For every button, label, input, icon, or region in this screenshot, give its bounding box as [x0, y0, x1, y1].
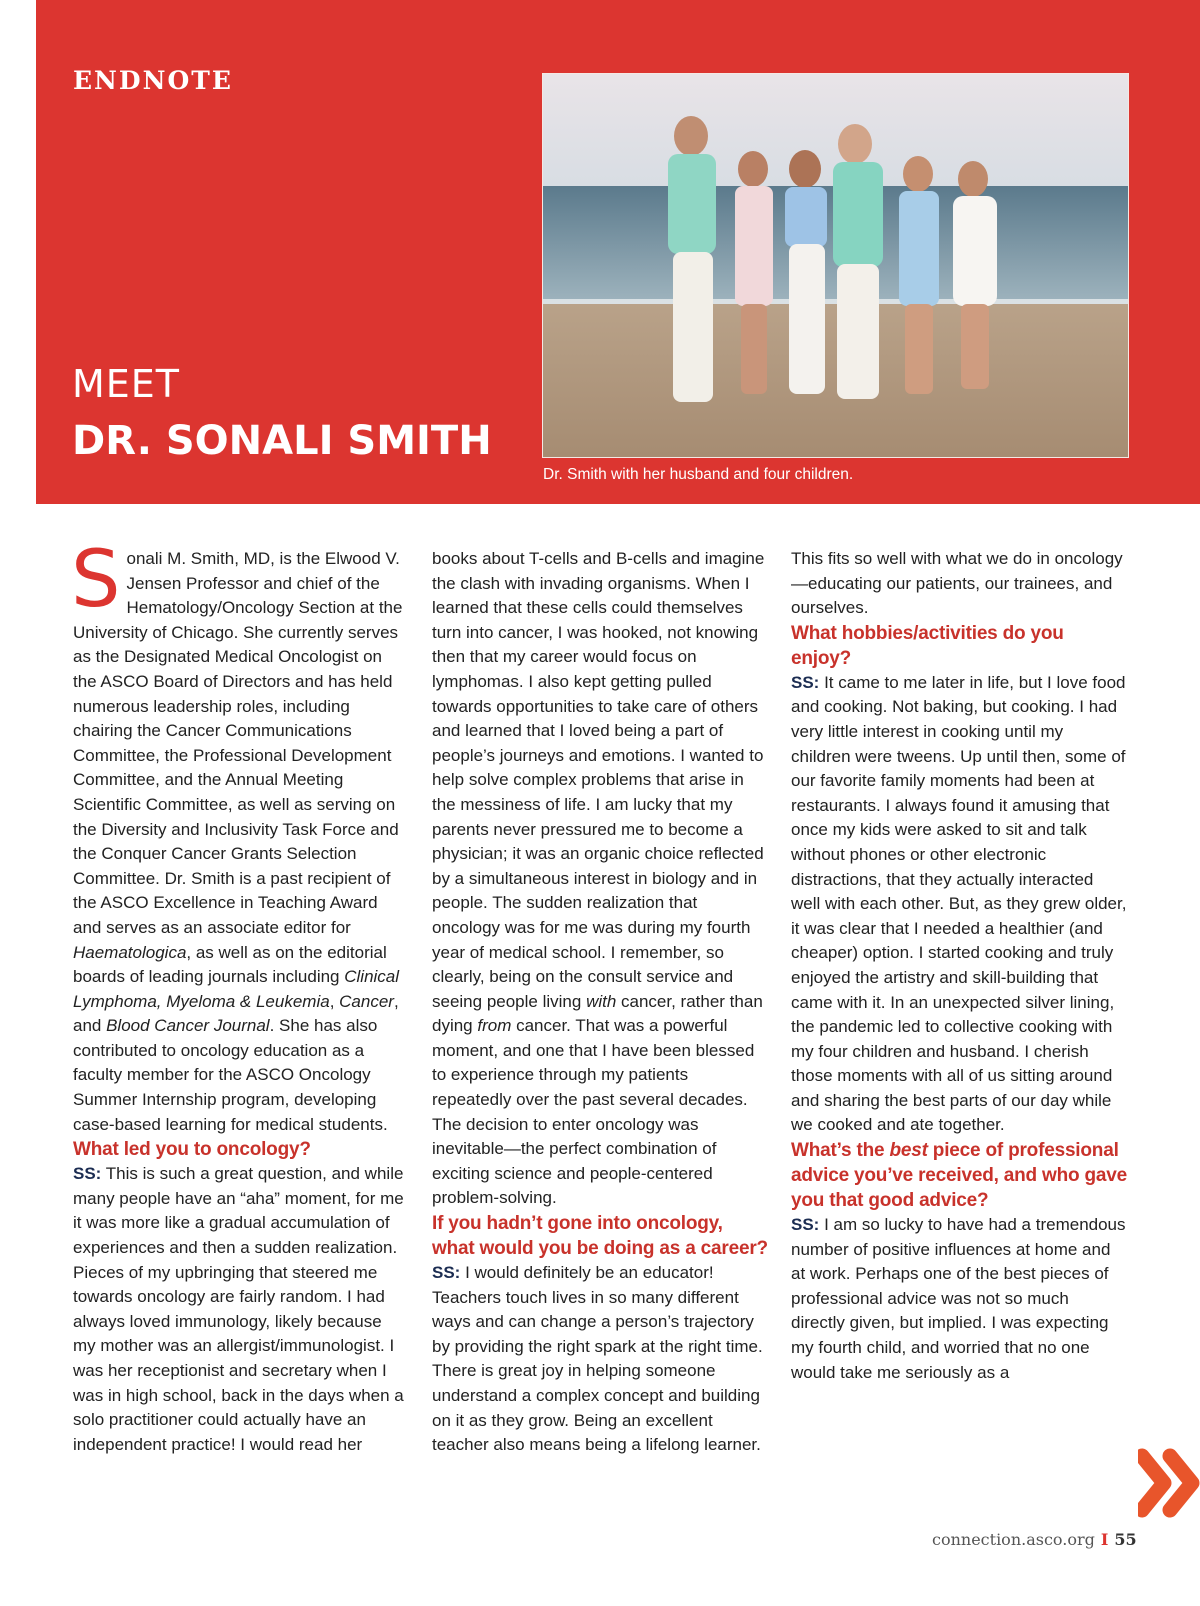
photo-caption: Dr. Smith with her husband and four children.: [543, 466, 854, 483]
intro-text: , and: [73, 991, 399, 1036]
question-heading: [791, 1138, 1127, 1213]
intro-text: . She has also contributed to oncology education as a faculty member for the ASCO Oncology Summer Internship program, developing case-based learning for medical students.: [73, 1016, 388, 1134]
article-column-1: [71, 535, 409, 1457]
footer-site: connection.asco.org: [932, 1530, 1095, 1549]
ss-label: SS:: [432, 1263, 461, 1283]
journal-name: Clinical Lymphoma, Myeloma & Leukemia: [73, 967, 400, 1011]
question-text: What’s the: [791, 1140, 890, 1162]
intro-text: onali M. Smith, MD, is the Elwood V. Jensen Professor and chief of the Hematology/Oncology Section at the University of Chicago. She currently serves as the Designated Medical Oncologist on the ASCO Board of Directors and has held numerous leadership roles, including chairing the Cancer Communications Committee, the Professional Development Committee, and the Annual Meeting Scientific Committee, as well as serving on the Diversity and Inclusivity Task Force and the Conquer Cancer Grants Selection Committee. Dr. Smith is a past recipient of the ASCO Excellence in Teaching Award and serves as an associate editor for: [73, 549, 403, 937]
journal-name: Haematologica: [73, 942, 187, 962]
answer-paragraph: [791, 671, 1127, 1138]
answer-text: This fits so well with what we do in oncology—educating our patients, our trainees, and ourselves.: [791, 549, 1123, 618]
question-text: piece of professional advice you’ve received, and who gave you that good advice?: [791, 1140, 1128, 1212]
answer-text: cancer, rather than dying: [432, 991, 763, 1036]
article-column-3: [791, 547, 1127, 1385]
intro-paragraph: [71, 535, 409, 1137]
answer-paragraph: [791, 1213, 1127, 1385]
question-heading: If you hadn’t gone into oncology, what would you be doing as a career?: [432, 1213, 768, 1260]
answer-text: I am so lucky to have had a tremendous number of positive influences at home and at work. Perhaps one of the best pieces of professional advice was not so much directly given, but implied. I was expecting my fourth child, and worried that no one would take me seriously as a: [791, 1215, 1126, 1382]
drop-cap: S: [71, 535, 121, 625]
footer-separator: I: [1100, 1530, 1109, 1549]
section-label: ENDNOTE: [73, 66, 233, 95]
emphasis-text: from: [477, 1016, 512, 1036]
answer-paragraph-continued: [791, 547, 1127, 621]
emphasis-text: with: [586, 991, 617, 1011]
question-emphasis: best: [889, 1140, 928, 1162]
family-photo: [542, 73, 1129, 458]
journal-name: Cancer: [339, 991, 394, 1011]
answer-paragraph: [73, 1162, 409, 1457]
answer-text: This is such a great question, and while many people have an “aha” moment, for me it was more like a gradual accumulation of experiences and then a sudden realization. Pieces of my upbringing that steered me towards oncology are fairly random. I had always loved immunology, likely because my mother was an allergist/immunologist. I was her receptionist and secretary when I was in high school, back in the days when a solo practitioner could actually have an independent practice! I would read her: [73, 1164, 404, 1454]
answer-text: cancer. That was a powerful moment, and one that I have been blessed to experience through my patients repeatedly over the past several decades. The decision to enter oncology was inevitable—the perfect combination of exciting science and people-centered problem-solving.: [432, 1016, 755, 1208]
question-heading: What hobbies/activities do you enjoy?: [791, 622, 1064, 669]
intro-text: , as well as on the editorial boards of leading journals including: [73, 942, 387, 987]
ss-label: SS:: [791, 1215, 820, 1235]
answer-text: It came to me later in life, but I love food and cooking. Not baking, but cooking. I had very little interest in cooking until my children were tweens. Up until then, some of our favorite family moments had been at restaurants. I always found it amusing that once my kids were asked to sit and talk without phones or other electronic distractions, that they actually interacted well with each other. But, as they grew older, it was clear that I needed a healthier (and cheaper) option. I started cooking and truly enjoyed the artistry and skill-building that came with it. In an unexpected silver lining, the pandemic led to collective cooking with my four children and husband. I cherish those moments with all of us sitting around and sharing the best parts of our day while we cooked and ate together.: [791, 672, 1127, 1135]
answer-text: I would definitely be an educator! Teachers touch lives in so many different ways and can change a person’s trajectory by providing the right spark at the right time. There is great joy in helping someone understand a complex concept and building on it as they grow. Being an excellent teacher also means being a lifelong learner.: [432, 1263, 763, 1455]
page-number: 55: [1114, 1530, 1137, 1549]
question-heading: What led you to oncology?: [73, 1139, 311, 1161]
continue-chevron-icon[interactable]: [1138, 1448, 1200, 1523]
article-column-2: [432, 547, 768, 1458]
answer-paragraph: [432, 1261, 768, 1458]
journal-name: Blood Cancer Journal: [106, 1016, 270, 1036]
ss-label: SS:: [791, 672, 820, 692]
intro-text: ,: [329, 991, 340, 1011]
page-footer: [932, 1530, 1137, 1549]
answer-paragraph-continued: [432, 547, 768, 1211]
ss-label: SS:: [73, 1164, 102, 1184]
answer-text: books about T-cells and B-cells and imagine the clash with invading organisms. When I learned that these cells could themselves turn into cancer, I was hooked, not knowing then that my career would focus on lymphomas. I also kept getting pulled towards opportunities to take care of others and learned that I loved being a part of people’s journeys and emotions. I wanted to help solve complex problems that arise in the messiness of life. I am lucky that my parents never pressured me to become a physician; it was an organic choice reflected by a simultaneous interest in biology and in people. The sudden realization that oncology was for me was during my fourth year of medical school. I remember, so clearly, being on the consult service and seeing people living: [432, 549, 765, 1011]
page-title-line2: DR. SONALI SMITH: [72, 418, 492, 464]
page-title-line1: MEET: [72, 362, 181, 406]
